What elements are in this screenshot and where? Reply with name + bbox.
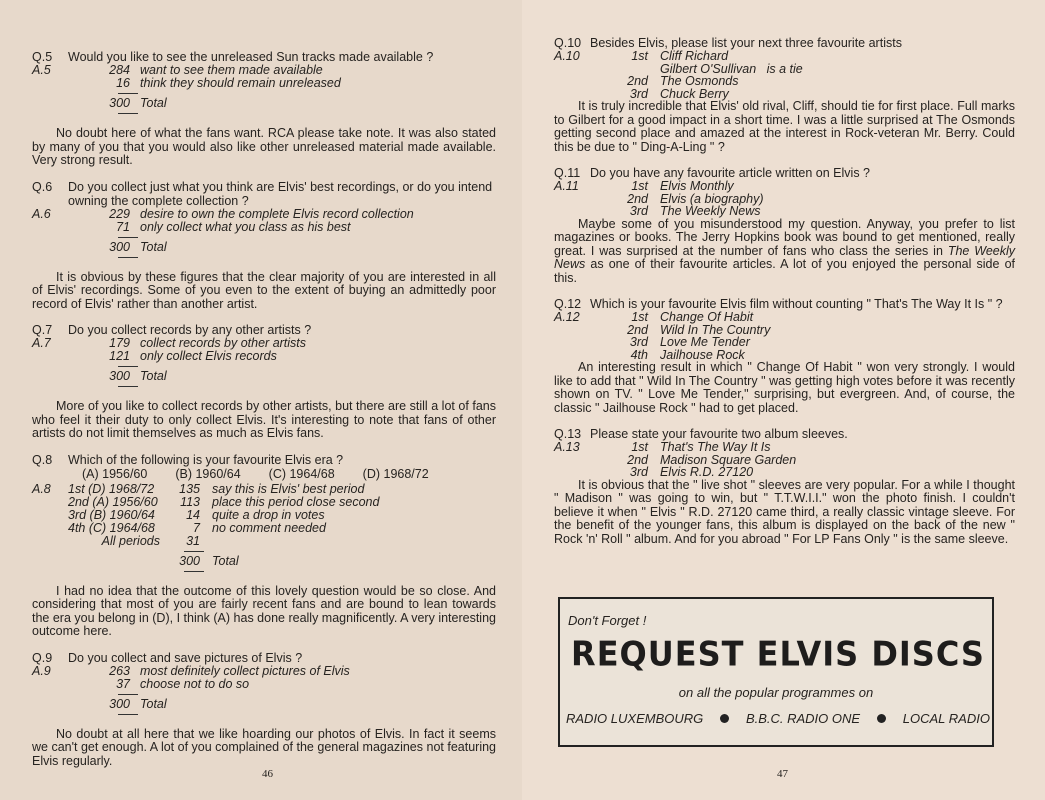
ranked-answer: 2nd The Osmonds (627, 74, 739, 88)
question-text: Besides Elvis, please list your next three favourite artists (590, 36, 902, 50)
question-number: Q.6 (32, 179, 53, 194)
era-option: (D) 1968/72 (362, 466, 429, 481)
ranked-answer: 3rd Chuck Berry (629, 86, 729, 101)
answer-label: A.7 (32, 336, 51, 350)
question-12 (554, 297, 1015, 311)
ranked-answer: 1st That's The Way It Is (631, 440, 771, 454)
comment-13: It is obvious that the " live shot " sleeves are very popular. For a while I thought " Madison " was going to win, but " T.T.W.I.I." won the photo finish. I couldn't believe it when " Elvis " R.D. 27120 came third, a really classic vintage sleeve. For the benefit of the younger fans, this album is displayed on the back of the new " Rock 'n' Roll " album. And for you abroad " For LP Fans Only " is the same sleeve. (554, 477, 1015, 546)
answer-6 (32, 208, 496, 261)
answer-row: 16 think they should remain unreleased (116, 76, 341, 90)
advert-subline: on all the popular programmes on (678, 685, 874, 700)
answer-9 (32, 665, 496, 718)
question-number: Q.13 (554, 427, 582, 441)
answer-13 (554, 441, 1015, 479)
answer-5 (32, 64, 496, 117)
answer-label: A.12 (554, 310, 580, 324)
page-number: 46 (262, 768, 273, 780)
total-row: 300 Total (109, 96, 167, 110)
answer-12 (554, 311, 1015, 361)
comment-9: No doubt at all here that we like hoarding our photos of Elvis. In fact it seems we can't get enough. A lot of you complained of the general magazines not featuring Elvis regularly. (32, 726, 496, 768)
ranked-answer: 4th Jailhouse Rock (630, 347, 745, 362)
answer-row: 1st (D) 1968/72 135 say this is Elvis' best period (68, 481, 365, 496)
question-number: Q.12 (554, 297, 582, 311)
ranked-answer: 3rd Elvis R.D. 27120 (629, 465, 754, 479)
ranked-answer: 2nd Wild In The Country (627, 322, 771, 337)
advert-stations (566, 711, 990, 726)
right-page (522, 0, 1045, 800)
answer-7 (32, 337, 496, 390)
answer-11 (554, 180, 1015, 218)
question-number: Q.9 (32, 650, 53, 665)
answer-row: All periods 31 (101, 533, 200, 548)
total-rule (118, 237, 138, 238)
question-text: Do you have any favourite article written on Elvis ? (590, 166, 870, 180)
question-7 (32, 323, 496, 337)
ranked-answer: 3rd The Weekly News (629, 204, 761, 218)
comment-6: It is obvious by these figures that the clear majority of you are interested in all of Elvis' recordings. Some of you even to the extent of buying an admittedly poor record of Elvis' rather than another artist. (32, 269, 496, 311)
station-radio-luxembourg: RADIO LUXEMBOURG (566, 711, 704, 726)
comment-12: An interesting result in which " Change Of Habit " won very strongly. I would like to add that " Wild In The Country " was getting high votes before it was recently shown on TV. " Love Me Tender," surprising, but evergreen. And, of course, the classic " Jailhouse Rock " had to get placed. (554, 360, 1015, 415)
page-number: 47 (777, 768, 788, 780)
total-rule (184, 551, 204, 552)
total-rule (118, 257, 138, 258)
left-page (0, 0, 522, 800)
ranked-answer: 3rd Love Me Tender (629, 335, 750, 349)
station-local-radio: LOCAL RADIO (902, 711, 990, 726)
total-row: 300 Total (109, 369, 167, 383)
total-rule (118, 366, 138, 367)
question-10 (554, 36, 1015, 50)
question-text: Do you collect and save pictures of Elvis ? (68, 650, 303, 665)
answer-row: 121 only collect Elvis records (109, 349, 277, 363)
answer-row: 263 most definitely collect pictures of Elvis (109, 663, 350, 678)
answer-label: A.5 (32, 63, 51, 77)
question-number: Q.10 (554, 36, 582, 50)
total-rule (118, 714, 138, 715)
total-row: 300 Total (109, 239, 167, 254)
question-text: Would you like to see the unreleased Sun tracks made available ? (68, 50, 434, 64)
answer-label: A.13 (554, 440, 580, 454)
advert-pretitle: Don't Forget ! (568, 613, 647, 628)
total-rule (118, 386, 138, 387)
total-rule (184, 571, 204, 572)
answer-row: 4th (C) 1964/68 7 no comment needed (68, 520, 326, 535)
ranked-answer: 2nd Elvis (a biography) (627, 191, 764, 206)
era-option: (B) 1960/64 (175, 466, 241, 481)
ranked-answer: 1st Change Of Habit (631, 310, 754, 324)
total-row: 300 Total (109, 696, 167, 711)
answer-10 (554, 50, 1015, 100)
answer-row: 229 desire to own the complete Elvis record collection (109, 206, 414, 221)
total-rule (118, 113, 138, 114)
question-text: Please state your favourite two album sleeves. (590, 427, 848, 441)
ranked-answer: 1st Elvis Monthly (631, 179, 734, 193)
comment-8: I had no idea that the outcome of this lovely question would be so close. And considering that most of you are fairly recent fans and are bound to lean towards the era you belong in (D), I think (A) has done really magnificently. A very interesting outcome here. (32, 583, 496, 638)
answer-label: A.11 (554, 179, 579, 193)
answer-row: 179 collect records by other artists (109, 336, 307, 350)
ranked-answer: 1st Cliff Richard (631, 49, 729, 63)
total-rule (118, 93, 138, 94)
question-number: Q.7 (32, 323, 53, 337)
question-number: Q.8 (32, 452, 53, 467)
bullet-icon (877, 714, 886, 723)
answer-label: A.6 (32, 206, 51, 221)
answer-label: A.9 (32, 663, 51, 678)
comment-10: It is truly incredible that Elvis' old rival, Cliff, should tie for first place. Full marks to Gilbert for a good impact in a short time. I was a little surprised at The Osmonds getting second place and amazed at the interest in Rock-veteran Mr. Berry. Could this be due to " Ding-A-Ling " ? (554, 99, 1015, 154)
question-6 (32, 180, 496, 208)
comment-5: No doubt here of what the fans want. RCA please take note. It was also stated by many of you that you would also like other unreleased material made available. Very strong result. (32, 126, 496, 167)
question-13 (554, 427, 1015, 441)
request-elvis-discs-advert (558, 597, 994, 747)
question-9 (32, 651, 496, 665)
era-options (32, 467, 496, 481)
question-number: Q.11 (554, 166, 581, 180)
answer-8 (32, 483, 496, 575)
era-option: (A) 1956/60 (82, 466, 148, 481)
answer-row: 71 only collect what you class as his best (116, 219, 351, 234)
question-text: Do you collect just what you think are Elvis' best recordings, or do you intend owning the complete collection ? (68, 179, 493, 208)
total-rule (118, 694, 138, 695)
question-text: Do you collect records by any other artists ? (68, 323, 312, 337)
answer-row: 3rd (B) 1960/64 14 quite a drop in votes (68, 507, 325, 522)
ranked-answer: Gilbert O'Sullivan is a tie (660, 61, 803, 76)
answer-label: A.10 (554, 49, 580, 63)
question-8 (32, 453, 496, 467)
comment-7: More of you like to collect records by other artists, but there are still a lot of fans who feel it their duty to only collect Elvis. It's interesting to note that fans of other artists do not limit themselves as much as Elvis fans. (32, 399, 496, 440)
total-row: 300 Total (179, 553, 239, 568)
answer-row: 2nd (A) 1956/60 113 place this period close second (68, 494, 380, 509)
question-number: Q.5 (32, 50, 53, 64)
station-bbc-radio-one: B.B.C. RADIO ONE (745, 711, 861, 726)
answer-row: 37 choose not to do so (116, 676, 250, 691)
question-text: Which is your favourite Elvis film without counting " That's The Way It Is " ? (590, 297, 1003, 311)
ranked-answer: 2nd Madison Square Garden (627, 452, 797, 467)
question-text: Which of the following is your favourite Elvis era ? (68, 452, 344, 467)
answer-row: 284 want to see them made available (109, 63, 323, 77)
question-11 (554, 166, 1015, 180)
comment-11: Maybe some of you misunderstood my question. Anyway, you prefer to list magazines or books. The Jerry Hopkins book was bound to get mentioned, really great. I was surprised at the number of fans who class the series in The Weekly News as one of their favourite articles. A lot of you enjoyed the personal side of this. (554, 216, 1016, 285)
advert-headline: REQUEST ELVIS DISCS (571, 634, 985, 674)
question-5 (32, 50, 496, 64)
era-option: (C) 1964/68 (268, 466, 335, 481)
bullet-icon (720, 714, 729, 723)
answer-label: A.8 (32, 481, 51, 496)
